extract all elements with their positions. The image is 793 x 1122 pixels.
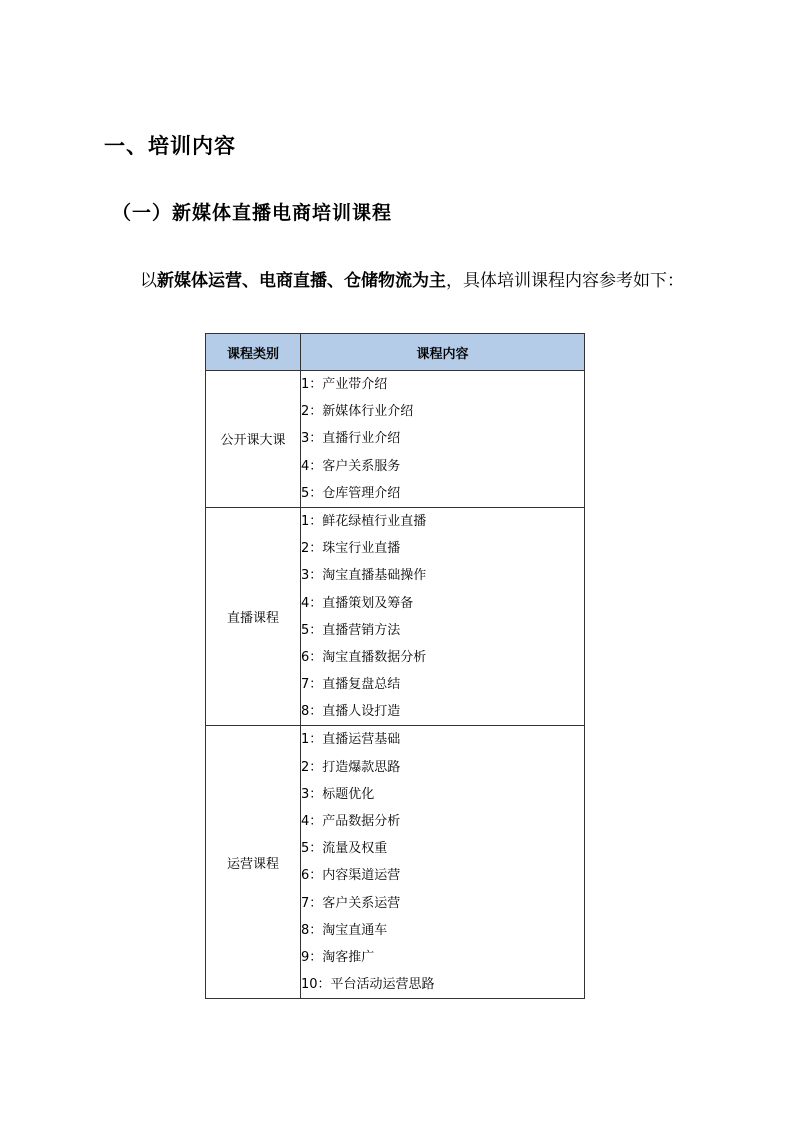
table-header-row [206,334,585,371]
course-item: 6：内容渠道运营 [301,868,401,884]
course-item: 2：打造爆款思路 [301,759,401,775]
content-cell [301,726,585,999]
table-row [206,507,585,726]
header-content: 课程内容 [301,334,585,371]
section-heading: 一、培训内容 [104,134,236,158]
course-item: 5：流量及权重 [301,841,388,857]
content-cell [301,371,585,508]
intro-lead: 以 [140,271,157,291]
content-cell [301,507,585,726]
category-cell: 直播课程 [206,507,301,726]
table-row [206,371,585,508]
course-item: 5：直播营销方法 [301,622,401,638]
course-item: 4：客户关系服务 [301,458,401,474]
course-item: 9：淘客推广 [301,949,375,965]
subsection-heading: （一）新媒体直播电商培训课程 [112,202,393,224]
course-item: 8：淘宝直通车 [301,922,388,938]
course-item: 2：新媒体行业介绍 [301,404,414,420]
course-item: 3：淘宝直播基础操作 [301,568,427,584]
course-item: 1：产业带介绍 [301,377,388,392]
course-item: 1：直播运营基础 [301,732,401,748]
course-item: 8：直播人设打造 [301,704,401,720]
course-item: 4：直播策划及筹备 [301,595,414,611]
header-category: 课程类别 [206,334,301,371]
intro-paragraph [104,258,704,304]
intro-rest: ，具体培训课程内容参考如下： [446,271,684,291]
course-item: 3：直播行业介绍 [301,431,401,447]
course-item: 4：产品数据分析 [301,814,401,829]
course-item: 1：鲜花绿植行业直播 [301,513,427,529]
course-item: 5：仓库管理介绍 [301,485,401,501]
table-row [206,726,585,999]
course-table [205,333,585,999]
course-item: 7：直播复盘总结 [301,677,401,693]
category-cell: 运营课程 [206,726,301,999]
course-item: 3：标题优化 [301,786,375,802]
intro-bold: 新媒体运营、电商直播、仓储物流为主 [157,271,446,291]
course-item: 7：客户关系运营 [301,895,401,911]
course-item: 2：珠宝行业直播 [301,541,401,557]
course-item: 10：平台活动运营思路 [301,977,435,993]
category-cell: 公开课大课 [206,371,301,508]
course-item: 6：淘宝直播数据分析 [301,649,427,665]
